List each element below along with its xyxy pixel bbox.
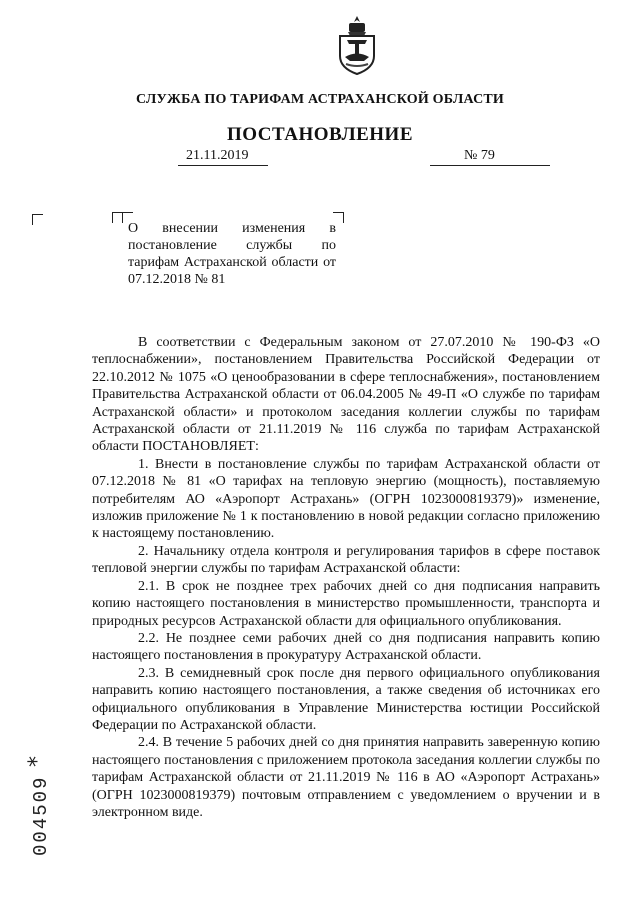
body-paragraph: 1. Внести в постановление службы по тарифам Астраханской области от 07.12.2018 № 81 «О тарифах на тепловую энергию (мощность), поставляемую потребителям АО «Аэропорт Астрахань» (ОГРН 1023000819379)» изменение, изложив приложение № 1 к постановлению в новой редакции согласно приложению к настоящему постановлению. xyxy=(92,456,600,542)
document-type: ПОСТАНОВЛЕНИЕ xyxy=(226,124,414,145)
body-paragraph: В соответствии с Федеральным законом от 27.07.2010 № 190-ФЗ «О теплоснабжении», постановлением Правительства Российской Федерации от 22.10.2012 № 1075 «О ценообразовании в сфере теплоснабжения», постановлением Правительства Астраханской области от 06.04.2005 № 49-П «О службе по тарифам Астраханской области» и протоколом заседания коллегии службы по тарифам Астраханской области от 21.11.2019 № 116 службa по тарифам Астраханской области ПОСТАНОВЛЯЕТ: xyxy=(92,335,600,455)
agency-title: СЛУЖБА ПО ТАРИФАМ АСТРАХАНСКОЙ ОБЛАСТИ xyxy=(135,92,505,107)
document-body xyxy=(92,334,600,821)
body-paragraph: 2.4. В течение 5 рабочих дней со дня принятия направить заверенную копию настоящего постановления с приложением протокола заседания коллегии службы по тарифам Астраханской области от 21.11.2019 № 116 в АО «Аэропорт Астрахань» (ОГРН 1023000819379) почтовым отправлением с уведомлением о вручении и в электронном виде. xyxy=(92,735,600,820)
body-paragraph: 2.2. Не позднее семи рабочих дней со дня подписания направить копию настоящего постановления в прокуратуру Астраханской области. xyxy=(92,630,600,664)
stamp-star-mark: * xyxy=(25,756,50,767)
serial-number: 004509 xyxy=(30,775,52,856)
document-subject: О внесении изменения в постановление службы по тарифам Астраханской области от 07.12.2018 № 81 xyxy=(128,221,336,287)
document-number: № 79 xyxy=(430,148,550,166)
body-paragraph: 2.1. В срок не позднее трех рабочих дней со дня подписания направить копию настоящего постановления в министерство промышленности, транспорта и природных ресурсов Астраханской области для официального опубликования. xyxy=(92,578,600,629)
body-paragraph: 2.3. В семидневный срок после дня первого официального опубликования направить копию настоящего постановления, а также сведения об источниках его официального опубликования в Управление Министерства юстиции Российской Федерации по Астраханской области. xyxy=(92,665,600,733)
document-date: 21.11.2019 xyxy=(178,148,268,166)
body-paragraph: 2. Начальнику отдела контроля и регулирования тарифов в сфере поставок тепловой энергии службы по тарифам Астраханской области: xyxy=(92,543,600,577)
coat-of-arms-icon xyxy=(334,14,380,78)
margin-corner-mark xyxy=(32,214,43,225)
serial-stamp xyxy=(30,760,52,856)
